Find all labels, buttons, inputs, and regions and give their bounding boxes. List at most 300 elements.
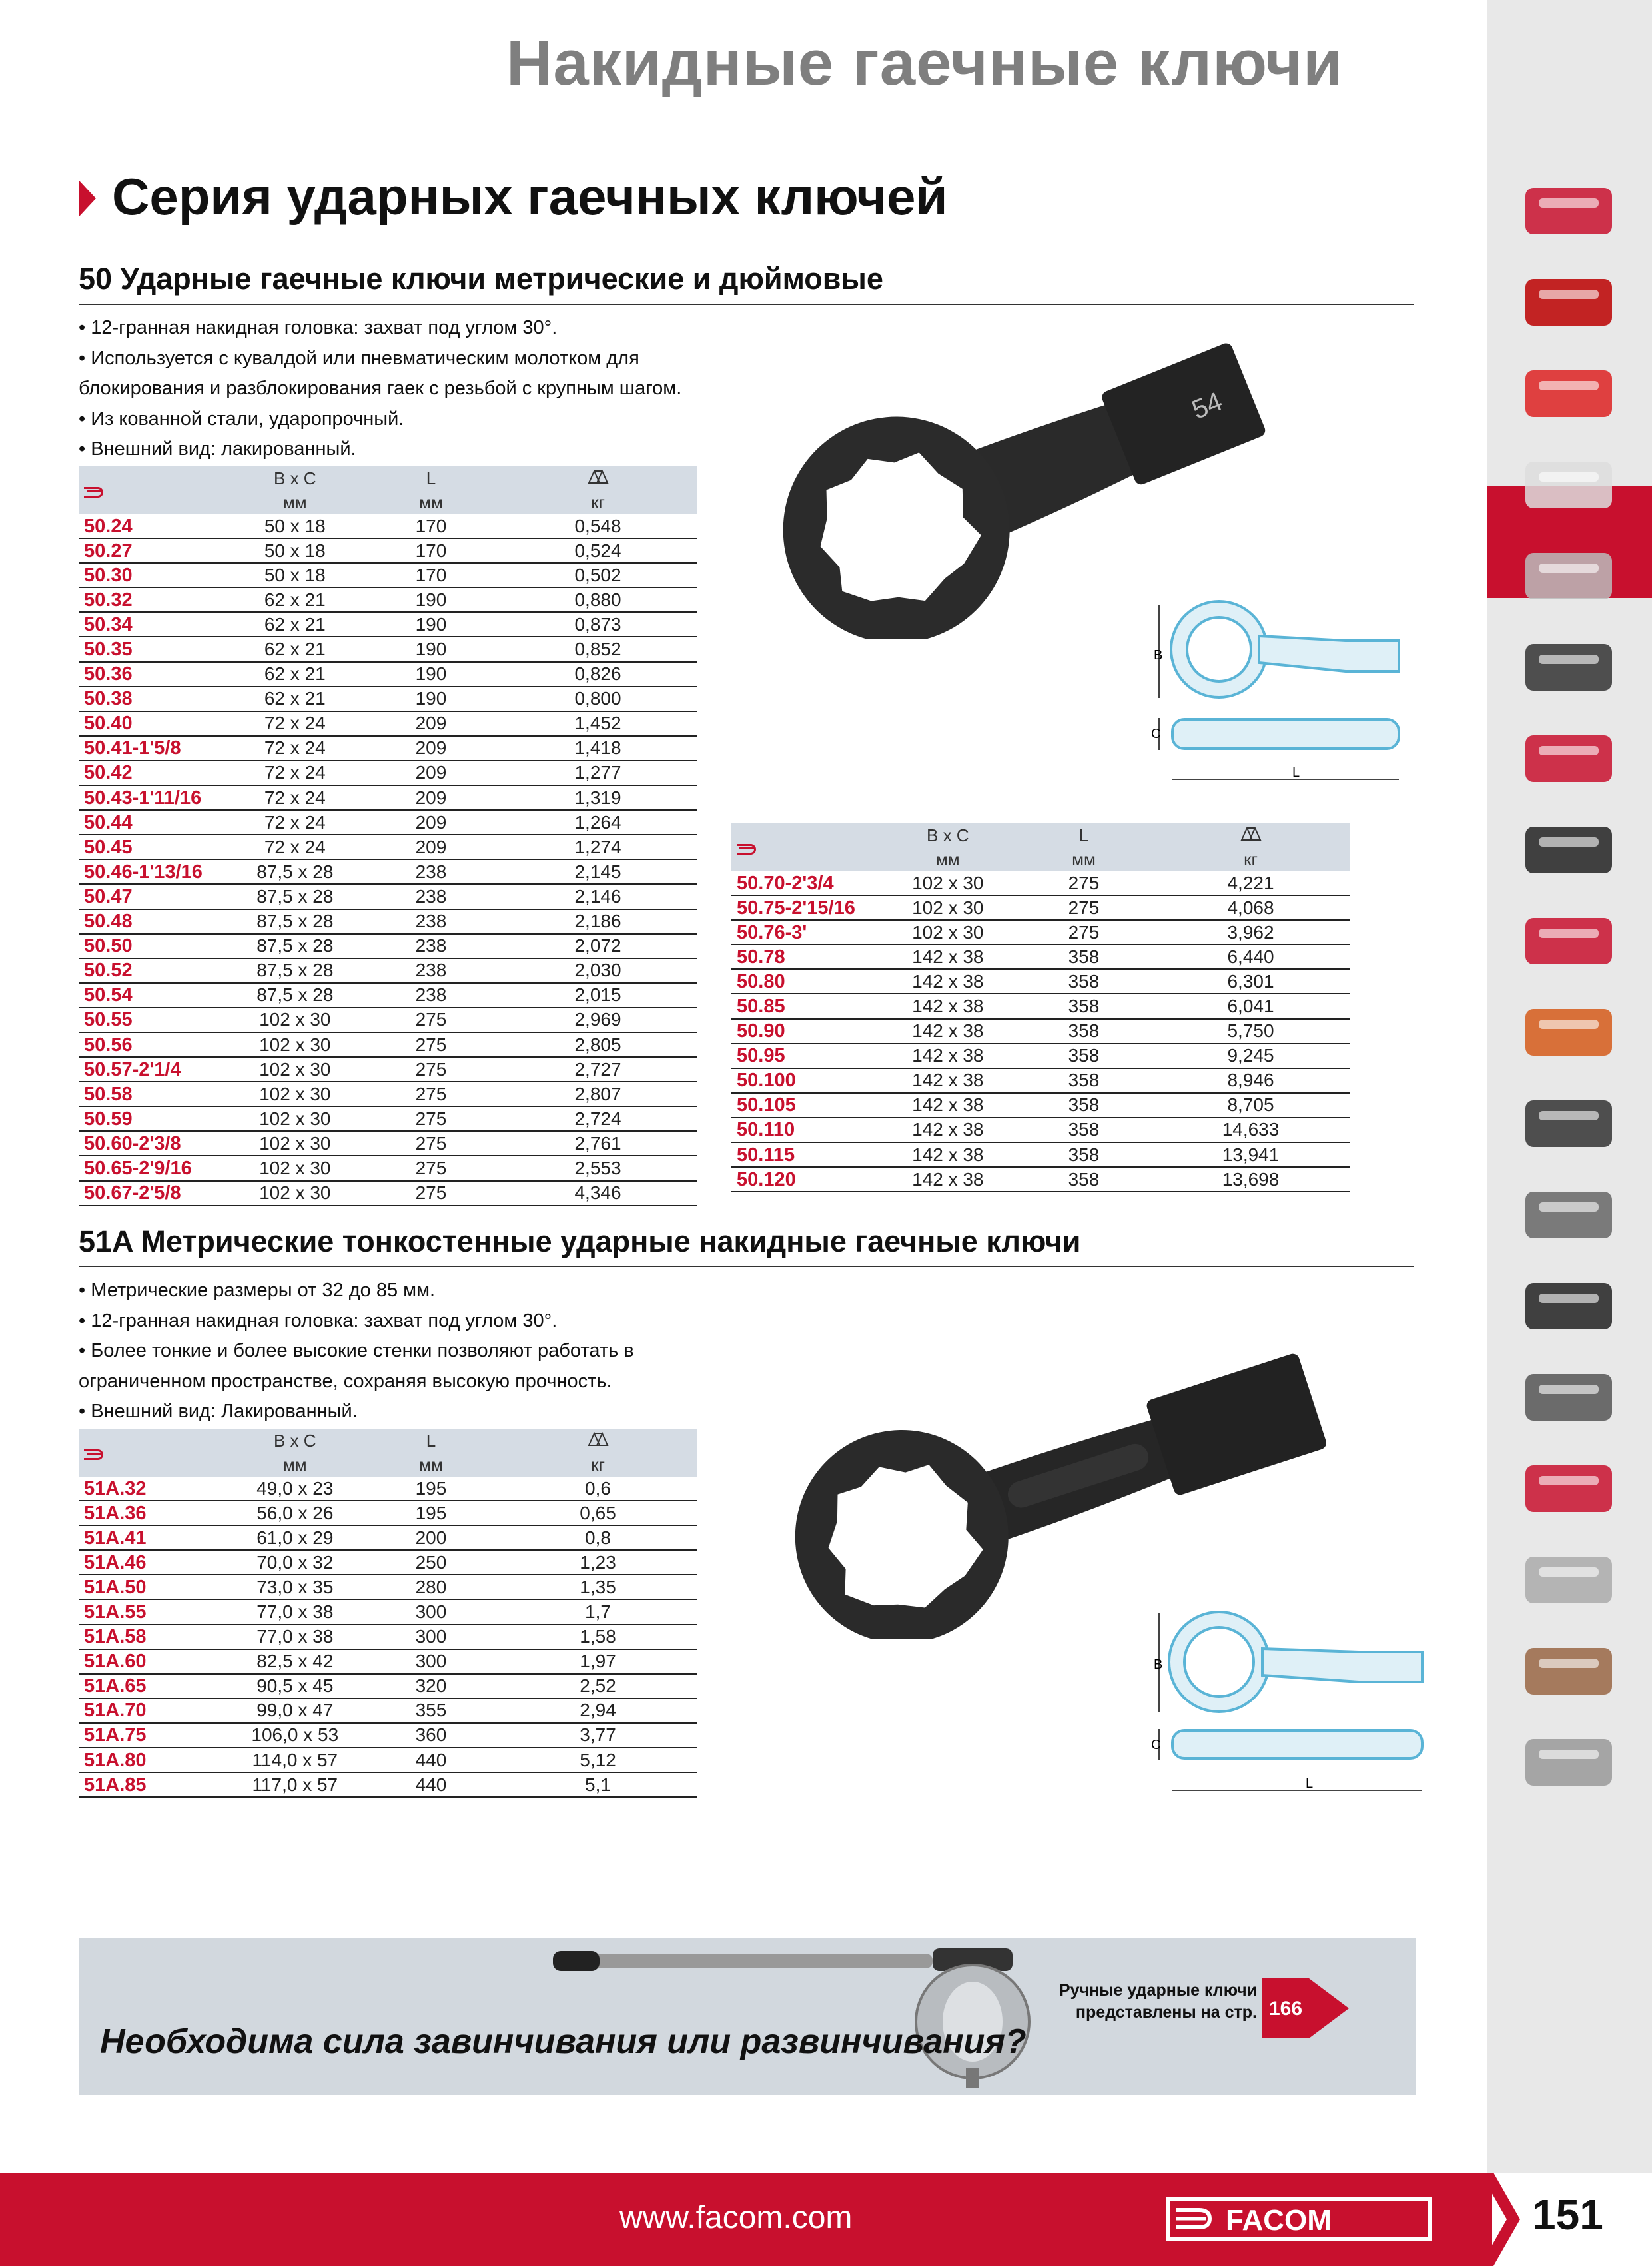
table-row [79,1649,697,1674]
svg-text:C: C [1151,727,1161,741]
bxc-value: 99,0 x 47 [227,1699,363,1723]
product-reference[interactable]: 50.90 [731,1019,880,1044]
bxc-value: 102 x 30 [880,920,1016,944]
product-reference[interactable]: 51A.75 [79,1723,227,1748]
table-row [79,1575,697,1599]
unit-kg: кг [499,1453,697,1477]
weight-value: 2,146 [499,884,697,909]
length-value: 275 [363,1131,499,1156]
reference-header [731,823,880,871]
striking-wrench-51a-image [766,1325,1352,1639]
bxc-value: 102 x 30 [880,895,1016,920]
product-reference[interactable]: 51A.32 [79,1477,227,1501]
product-reference[interactable]: 51A.41 [79,1525,227,1550]
wrench-icon[interactable] [1499,446,1639,524]
product-reference[interactable]: 50.95 [731,1044,880,1068]
table-row [79,835,697,859]
weight-value: 13,941 [1152,1142,1350,1167]
bxc-value: 77,0 x 38 [227,1599,363,1624]
product-reference[interactable]: 50.30 [79,563,227,587]
length-value: 358 [1016,1019,1152,1044]
length-value: 209 [363,835,499,859]
weight-value: 2,030 [499,958,697,983]
section-51a-rule [79,1266,1414,1267]
bxc-value: 77,0 x 38 [227,1625,363,1649]
table-header-row [79,466,697,490]
weight-value: 1,277 [499,761,697,785]
hammer-icon[interactable] [1499,993,1639,1072]
bxc-value: 102 x 30 [227,1008,363,1032]
bxc-value: 50 x 18 [227,538,363,563]
product-reference[interactable]: 50.67-2'5/8 [79,1181,227,1206]
table-row [79,514,697,538]
length-value: 275 [1016,895,1152,920]
length-value: 300 [363,1625,499,1649]
bxc-value: 72 x 24 [227,835,363,859]
product-reference[interactable]: 50.35 [79,637,227,661]
weight-value: 4,346 [499,1181,697,1206]
product-reference[interactable]: 50.47 [79,884,227,909]
product-reference[interactable]: 50.105 [731,1093,880,1118]
bxc-value: 73,0 x 35 [227,1575,363,1599]
svg-text:L: L [1292,765,1300,780]
length-value: 358 [1016,994,1152,1018]
bxc-value: 142 x 38 [880,1068,1016,1093]
bxc-value: 87,5 x 28 [227,983,363,1008]
weight-value: 1,452 [499,711,697,736]
product-reference[interactable]: 50.120 [731,1167,880,1192]
bxc-value: 62 x 21 [227,637,363,661]
bxc-value: 62 x 21 [227,587,363,612]
bxc-value: 102 x 30 [227,1106,363,1131]
weight-value: 0,852 [499,637,697,661]
bxc-value: 87,5 x 28 [227,884,363,909]
weight-value: 0,502 [499,563,697,587]
product-reference[interactable]: 50.110 [731,1118,880,1142]
page-chevron [1480,2173,1520,2266]
svg-text:L: L [1306,1776,1314,1791]
table-row [79,1156,697,1180]
table-row [731,1167,1350,1192]
table-row [79,1181,697,1206]
table-row [731,1068,1350,1093]
product-reference[interactable]: 51A.58 [79,1625,227,1649]
weight-value: 0,826 [499,662,697,687]
product-reference[interactable]: 50.24 [79,514,227,538]
product-reference[interactable]: 50.58 [79,1082,227,1106]
length-value: 275 [363,1032,499,1057]
length-value: 440 [363,1748,499,1772]
bxc-value: 87,5 x 28 [227,934,363,958]
product-reference[interactable]: 50.32 [79,587,227,612]
bxc-value: 102 x 30 [227,1057,363,1082]
unit-mm: мм [227,1453,363,1477]
bxc-value: 90,5 x 45 [227,1674,363,1699]
section-50-table-right [731,823,1350,1192]
reference-header [79,466,227,514]
table-row [79,1008,697,1032]
product-reference[interactable]: 50.40 [79,711,227,736]
tape-measure-icon[interactable] [1499,902,1639,980]
product-reference[interactable]: 51A.46 [79,1550,227,1575]
weight-header [1152,823,1350,847]
weight-value: 6,041 [1152,994,1350,1018]
weight-header [499,466,697,490]
table-row [79,563,697,587]
unit-mm: мм [227,490,363,514]
weight-value: 1,319 [499,785,697,810]
bxc-value: 72 x 24 [227,736,363,761]
length-value: 358 [1016,1118,1152,1142]
table-row [79,1723,697,1748]
length-value: 320 [363,1674,499,1699]
section-51a-bullets [79,1276,634,1427]
table-row [79,909,697,934]
table-row [79,687,697,711]
length-value: 209 [363,785,499,810]
length-value: 209 [363,711,499,736]
product-reference[interactable]: 50.80 [731,969,880,994]
product-reference[interactable]: 51A.55 [79,1599,227,1624]
length-value: 195 [363,1501,499,1525]
length-value: 195 [363,1477,499,1501]
weight-value: 2,553 [499,1156,697,1180]
bxc-value: 142 x 38 [880,1167,1016,1192]
product-reference[interactable]: 51A.70 [79,1699,227,1723]
table-row [79,612,697,637]
footer-url[interactable]: www.facom.com [620,2200,853,2235]
product-reference[interactable]: 51A.60 [79,1649,227,1674]
length-value: 250 [363,1550,499,1575]
table-row [79,587,697,612]
weight-value: 14,633 [1152,1118,1350,1142]
length-value: 238 [363,909,499,934]
series-title: Серия ударных гаечных ключей [112,167,948,226]
steering-wheel-icon[interactable] [1499,1723,1639,1802]
banner-note-line2: представлены на стр. [1075,2003,1257,2022]
bullet-continuation: блокирования и разблокирования гаек с резьбой с крупным шагом. [79,378,682,399]
bxc-value: 72 x 24 [227,761,363,785]
product-reference[interactable]: 50.75-2'15/16 [731,895,880,920]
bxc-value: 142 x 38 [880,1118,1016,1142]
weight-value: 2,805 [499,1032,697,1057]
weight-value: 5,1 [499,1772,697,1797]
product-reference[interactable]: 50.38 [79,687,227,711]
product-reference[interactable]: 50.41-1'5/8 [79,736,227,761]
weight-value: 8,946 [1152,1068,1350,1093]
length-value: 238 [363,884,499,909]
product-reference[interactable]: 50.57-2'1/4 [79,1057,227,1082]
bxc-value: 142 x 38 [880,1142,1016,1167]
svg-text:54: 54 [1188,386,1226,425]
bxc-value: 72 x 24 [227,785,363,810]
table-row [731,1142,1350,1167]
product-reference[interactable]: 50.34 [79,612,227,637]
page-ref-arrow[interactable] [1262,1978,1349,2038]
table-row [731,920,1350,944]
bullet: • Внешний вид: Лакированный. [79,1397,634,1427]
product-reference[interactable]: 50.56 [79,1032,227,1057]
reference-icon [737,843,759,853]
section-51a-table [79,1429,697,1798]
weight-value: 8,705 [1152,1093,1350,1118]
length-value: 358 [1016,944,1152,969]
product-reference[interactable]: 50.52 [79,958,227,983]
hacksaw-icon[interactable] [1499,1084,1639,1163]
table-row [79,1082,697,1106]
weight-value: 1,264 [499,810,697,835]
product-reference[interactable]: 51A.50 [79,1575,227,1599]
length-value: 275 [363,1057,499,1082]
length-value: 190 [363,662,499,687]
table-row [79,983,697,1008]
weight-value: 2,969 [499,1008,697,1032]
weight-value: 5,12 [499,1748,697,1772]
product-reference[interactable]: 50.59 [79,1106,227,1131]
unit-mm: мм [880,847,1016,871]
bxc-value: 62 x 21 [227,612,363,637]
product-reference[interactable]: 51A.36 [79,1501,227,1525]
weight-value: 1,97 [499,1649,697,1674]
table-row [79,1032,697,1057]
product-reference[interactable]: 50.65-2'9/16 [79,1156,227,1180]
length-value: 358 [1016,1044,1152,1068]
product-reference[interactable]: 51A.85 [79,1772,227,1797]
length-value: 209 [363,736,499,761]
weight-value: 2,727 [499,1057,697,1082]
weight-value: 9,245 [1152,1044,1350,1068]
table-row [79,1772,697,1797]
bullet-continuation: ограниченном пространстве, сохраняя высокую прочность. [79,1370,612,1392]
bxc-value: 102 x 30 [227,1181,363,1206]
reference-icon [84,1448,107,1459]
product-reference[interactable]: 50.60-2'3/8 [79,1131,227,1156]
length-value: 238 [363,983,499,1008]
product-reference[interactable]: 50.78 [731,944,880,969]
weight-value: 0,6 [499,1477,697,1501]
length-value: 360 [363,1723,499,1748]
section-50-bullets [79,313,681,465]
product-reference[interactable]: 50.115 [731,1142,880,1167]
banner-note [1059,1980,1257,2024]
bxc-value: 102 x 30 [227,1131,363,1156]
length-value: 358 [1016,1167,1152,1192]
unit-mm: мм [363,490,499,514]
product-reference[interactable]: 51A.65 [79,1674,227,1699]
table-row [731,1118,1350,1142]
table-row [79,662,697,687]
product-reference[interactable]: 50.85 [731,994,880,1018]
reference-header [79,1429,227,1477]
bxc-header: B x C [227,466,363,490]
product-reference[interactable]: 50.27 [79,538,227,563]
svg-text:B: B [1154,648,1163,663]
weight-value: 2,761 [499,1131,697,1156]
bxc-header: B x C [880,823,1016,847]
table-row [79,1131,697,1156]
weight-value: 0,65 [499,1501,697,1525]
table-header-row [79,1429,697,1453]
impact-wrench-icon[interactable] [1499,1358,1639,1437]
product-reference[interactable]: 50.36 [79,662,227,687]
weight-value: 2,807 [499,1082,697,1106]
bullet: • 12-гранная накидная головка: захват под углом 30°. [79,1306,634,1337]
length-value: 358 [1016,1093,1152,1118]
length-value: 440 [363,1772,499,1797]
table-row [79,1625,697,1649]
table-row [79,1748,697,1772]
bxc-value: 142 x 38 [880,969,1016,994]
product-reference[interactable]: 50.43-1'11/16 [79,785,227,810]
weight-value: 0,873 [499,612,697,637]
flashlight-icon[interactable] [1499,1267,1639,1345]
product-reference[interactable]: 50.54 [79,983,227,1008]
bxc-value: 102 x 30 [880,871,1016,895]
product-reference[interactable]: 50.55 [79,1008,227,1032]
bxc-value: 102 x 30 [227,1032,363,1057]
tool-box-icon[interactable] [1499,354,1639,433]
bxc-value: 114,0 x 57 [227,1748,363,1772]
product-reference[interactable]: 50.45 [79,835,227,859]
ratchet-icon[interactable] [1499,628,1639,707]
weight-header [499,1429,697,1453]
table-row [731,944,1350,969]
table-row [79,884,697,909]
length-value: 300 [363,1649,499,1674]
bxc-value: 87,5 x 28 [227,909,363,934]
bxc-value: 142 x 38 [880,944,1016,969]
svg-text:C: C [1151,1738,1161,1752]
product-reference[interactable]: 50.70-2'3/4 [731,871,880,895]
product-reference[interactable]: 50.44 [79,810,227,835]
svg-text:B: B [1154,1657,1163,1672]
weight-value: 1,274 [499,835,697,859]
weight-value: 3,77 [499,1723,697,1748]
length-value: 275 [1016,920,1152,944]
length-value: 238 [363,934,499,958]
bxc-value: 87,5 x 28 [227,958,363,983]
banner-note-line1: Ручные ударные ключи [1059,1981,1257,2000]
length-header: L [363,1429,499,1453]
weight-value: 5,750 [1152,1019,1350,1044]
product-reference[interactable]: 50.76-3' [731,920,880,944]
length-value: 275 [363,1082,499,1106]
bxc-value: 102 x 30 [227,1082,363,1106]
weight-icon [587,1431,610,1445]
bxc-value: 72 x 24 [227,711,363,736]
section-51a-heading: 51A Метрические тонкостенные ударные накидные гаечные ключи [79,1224,1081,1258]
tool-cabinet-icon[interactable] [1499,172,1639,250]
table-row [79,1106,697,1131]
page-title: Накидные гаечные ключи [506,27,1344,99]
table-row [731,1019,1350,1044]
length-value: 170 [363,514,499,538]
pliers-icon[interactable] [1499,811,1639,889]
weight-value: 1,7 [499,1599,697,1624]
section-50-heading: 50 Ударные гаечные ключи метрические и дюймовые [79,262,883,296]
table-row [79,1674,697,1699]
table-header-row [731,823,1350,847]
weight-value: 2,724 [499,1106,697,1131]
roller-cabinet-icon[interactable] [1499,263,1639,342]
table-row [731,994,1350,1018]
puller-icon[interactable] [1499,1176,1639,1254]
bxc-value: 49,0 x 23 [227,1477,363,1501]
svg-text:FACOM: FACOM [1226,2204,1332,2237]
bxc-value: 56,0 x 26 [227,1501,363,1525]
product-reference[interactable]: 50.50 [79,934,227,958]
bullet: • Более тонкие и более высокие стенки позволяют работать в [79,1336,634,1367]
torque-tool-icon[interactable] [1499,1632,1639,1710]
weight-value: 2,145 [499,859,697,884]
weight-value: 4,068 [1152,895,1350,920]
length-header: L [363,466,499,490]
weight-value: 0,800 [499,687,697,711]
bxc-value: 72 x 24 [227,810,363,835]
length-value: 200 [363,1525,499,1550]
bxc-value: 82,5 x 42 [227,1649,363,1674]
bxc-value: 142 x 38 [880,1093,1016,1118]
socket-icon[interactable] [1499,537,1639,615]
bxc-value: 50 x 18 [227,514,363,538]
bullet: • Внешний вид: лакированный. [79,434,681,465]
weight-value: 1,58 [499,1625,697,1649]
weight-value: 4,221 [1152,871,1350,895]
length-value: 238 [363,958,499,983]
length-value: 190 [363,587,499,612]
product-reference[interactable]: 50.48 [79,909,227,934]
dimension-diagram-50 [1146,593,1412,793]
bxc-value: 50 x 18 [227,563,363,587]
weight-value: 6,301 [1152,969,1350,994]
product-reference[interactable]: 50.42 [79,761,227,785]
weight-value: 2,94 [499,1699,697,1723]
table-row [79,934,697,958]
table-row [79,1599,697,1624]
length-value: 170 [363,563,499,587]
length-value: 170 [363,538,499,563]
table-row [79,785,697,810]
unit-kg: кг [1152,847,1350,871]
weight-value: 2,186 [499,909,697,934]
weight-value: 2,015 [499,983,697,1008]
weight-value: 0,880 [499,587,697,612]
weight-icon [1240,825,1262,840]
product-reference[interactable]: 51A.80 [79,1748,227,1772]
facom-logo [1166,2197,1446,2241]
length-value: 358 [1016,969,1152,994]
vise-icon[interactable] [1499,1449,1639,1528]
length-value: 355 [363,1699,499,1723]
unit-mm: мм [1016,847,1152,871]
bullet: • Используется с кувалдой или пневматическим молотком для [79,344,681,374]
bxc-value: 142 x 38 [880,994,1016,1018]
electrical-icon[interactable] [1499,1541,1639,1619]
product-reference[interactable]: 50.100 [731,1068,880,1093]
unit-mm: мм [363,1453,499,1477]
product-reference[interactable]: 50.46-1'13/16 [79,859,227,884]
length-value: 280 [363,1575,499,1599]
length-value: 275 [363,1008,499,1032]
bxc-value: 102 x 30 [227,1156,363,1180]
weight-icon [587,468,610,483]
length-value: 358 [1016,1142,1152,1167]
screwdriver-icon[interactable] [1499,719,1639,798]
bxc-value: 87,5 x 28 [227,859,363,884]
section-50-table-left [79,466,697,1206]
weight-value: 2,072 [499,934,697,958]
svg-text:166: 166 [1269,1998,1303,2020]
